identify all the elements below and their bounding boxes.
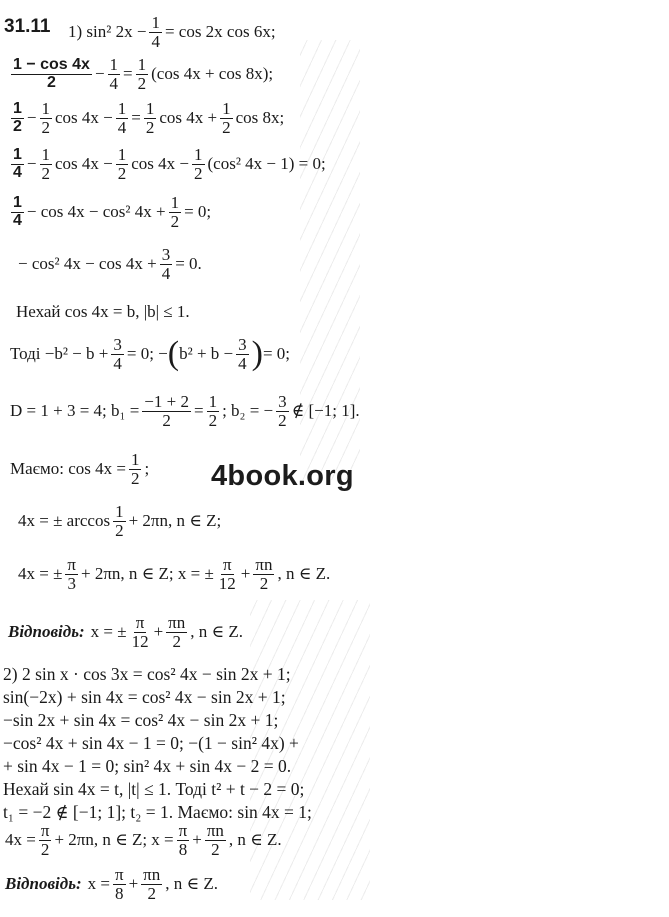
numerator: 1 — [117, 99, 127, 118]
denominator: 2 — [145, 117, 155, 137]
denominator: 4 — [13, 163, 22, 181]
text: ∉ [−1; 1]. — [291, 401, 360, 421]
numerator: 1 — [117, 145, 127, 164]
text: − — [94, 64, 105, 84]
numerator: πn — [168, 613, 186, 632]
numerator: 1 − cos 4x — [13, 56, 90, 74]
fraction — [192, 146, 205, 183]
denominator: 2 — [208, 410, 218, 430]
p2-line-7: t₁ = −2 ∉ [−1; 1]; t₂ = 1. Маємо: sin 4x = 1; — [3, 802, 312, 822]
text: , n ∈ Z. — [228, 830, 282, 850]
numerator: π — [67, 555, 77, 574]
denominator: 8 — [178, 839, 188, 859]
text: = — [193, 401, 204, 421]
p2-line-1: 2) 2 sin x · cos 3x = cos² 4x − sin 2x + 1; — [3, 664, 291, 684]
text: + 2πn, n ∈ Z; — [128, 511, 222, 531]
denominator: 4 — [117, 117, 127, 137]
fraction — [217, 556, 238, 593]
fraction — [113, 866, 126, 903]
numerator: 1 — [130, 450, 140, 469]
p1-line-5 — [8, 194, 211, 231]
denominator: 2 — [47, 73, 56, 91]
fraction — [149, 14, 162, 51]
p2-answer — [5, 866, 218, 903]
denominator: 3 — [67, 573, 76, 593]
fraction — [65, 556, 78, 593]
p1-line-6 — [18, 246, 202, 283]
denominator: 2 — [41, 117, 50, 137]
numerator: 1 — [208, 392, 218, 411]
fraction — [220, 100, 233, 137]
denominator: 2 — [13, 117, 22, 135]
fraction — [160, 246, 173, 283]
denominator: 2 — [147, 883, 156, 903]
denominator: 8 — [115, 883, 124, 903]
denominator: 12 — [218, 573, 236, 593]
denominator: 2 — [41, 163, 50, 183]
fraction — [116, 146, 129, 183]
text: x = ± — [90, 622, 127, 642]
text: cos 4x − — [55, 108, 113, 128]
text: = cos 2x cos 6x; — [164, 22, 276, 42]
p2-line-6: Нехай sin 4x = t, |t| ≤ 1. Тоді t² + t − 2 = 0; — [3, 779, 305, 799]
fraction — [276, 393, 289, 430]
fraction — [205, 822, 226, 859]
text: b² + b − — [179, 344, 234, 364]
denominator: 2 — [259, 573, 269, 593]
denominator: 2 — [162, 410, 171, 430]
text: − cos 4x − cos² 4x + — [26, 202, 166, 222]
fraction — [169, 194, 182, 231]
fraction — [207, 393, 220, 430]
denominator: 2 — [170, 211, 180, 231]
text: = 0; — [184, 202, 212, 222]
text: cos 4x − — [131, 154, 189, 174]
text: = 0; — [262, 344, 291, 364]
numerator: 1 — [137, 55, 147, 74]
text: , n ∈ Z. — [277, 564, 331, 584]
denominator: 4 — [238, 353, 247, 373]
fraction — [144, 100, 157, 137]
numerator: 1 — [41, 145, 50, 164]
numerator: πn — [206, 821, 224, 840]
numerator: 3 — [278, 392, 287, 411]
text: x = — [87, 874, 110, 894]
fraction — [130, 614, 151, 651]
text: + 2πn, n ∈ Z; x = ± — [81, 564, 214, 584]
p2-line-2: sin(−2x) + sin 4x = cos² 4x − sin 2x + 1; — [3, 687, 286, 707]
numerator: −1 + 2 — [144, 392, 189, 411]
text: − — [26, 108, 37, 128]
denominator: 2 — [117, 163, 127, 183]
p2-line-3: −sin 2x + sin 4x = cos² 4x − sin 2x + 1; — [3, 710, 279, 730]
fraction — [129, 451, 142, 488]
numerator: 1 — [13, 194, 22, 212]
p2-line-4: −cos² 4x + sin 4x − 1 = 0; −(1 − sin² 4x) + — [3, 733, 299, 753]
denominator: 12 — [131, 631, 149, 651]
fraction — [40, 100, 53, 137]
fraction — [11, 195, 24, 230]
fraction — [141, 866, 162, 903]
denominator: 2 — [211, 839, 220, 859]
denominator: 2 — [222, 117, 231, 137]
denominator: 2 — [172, 631, 181, 651]
p1-line-7 — [16, 302, 190, 322]
numerator: π — [114, 865, 124, 884]
text: 4x = — [5, 830, 36, 850]
fraction — [11, 147, 24, 182]
denominator: 4 — [113, 353, 122, 373]
text: + 2πn, n ∈ Z; x = — [54, 830, 174, 850]
text: , n ∈ Z. — [190, 622, 243, 642]
numerator: 1 — [41, 99, 50, 118]
p1-line-11 — [18, 503, 221, 540]
text: cos 4x + — [159, 108, 218, 128]
watermark-text: 4book.org — [211, 460, 354, 492]
denominator: 2 — [130, 468, 140, 488]
numerator: πn — [143, 865, 161, 884]
numerator: 3 — [161, 245, 171, 264]
fraction — [177, 822, 190, 859]
p1-line-10 — [10, 451, 149, 488]
text: 1) sin² 2x − — [68, 22, 147, 42]
text: = — [123, 64, 133, 84]
text: = — [131, 108, 141, 128]
p1-line-1 — [68, 14, 276, 51]
p1-line-12 — [18, 556, 330, 593]
p1-line-4 — [8, 146, 326, 183]
p2-line-5: + sin 4x − 1 = 0; sin² 4x + sin 4x − 2 = 0. — [3, 756, 292, 776]
p1-line-3 — [8, 100, 284, 137]
numerator: πn — [255, 555, 273, 574]
text: − — [26, 154, 37, 174]
p1-line-8 — [10, 336, 290, 373]
answer-label: Відповідь: — [5, 874, 82, 894]
numerator: π — [135, 613, 145, 632]
fraction — [11, 101, 24, 136]
text: + — [192, 830, 202, 850]
fraction — [166, 614, 187, 651]
denominator: 4 — [151, 31, 160, 51]
p1-answer — [8, 614, 243, 651]
denominator: 4 — [161, 263, 171, 283]
problem-number: 31.11 — [4, 16, 51, 37]
text: cos 4x − — [55, 154, 113, 174]
numerator: 1 — [13, 146, 22, 164]
answer-label: Відповідь: — [8, 622, 85, 642]
p1-line-9 — [10, 393, 360, 430]
fraction — [113, 503, 126, 540]
text: ; — [144, 459, 150, 479]
fraction — [40, 146, 53, 183]
denominator: 2 — [115, 520, 124, 540]
numerator: 3 — [113, 335, 122, 354]
fraction — [108, 56, 121, 93]
text: D = 1 + 3 = 4; b₁ = — [10, 401, 140, 421]
text: 4x = ± — [18, 564, 63, 584]
numerator: 1 — [109, 55, 119, 74]
text: = 0; − — [126, 344, 168, 364]
text: − cos² 4x − cos 4x + — [18, 254, 157, 274]
text: = 0. — [175, 254, 202, 274]
denominator: 2 — [137, 73, 147, 93]
fraction — [11, 57, 92, 92]
numerator: 1 — [115, 502, 124, 521]
text: Тоді −b² − b + — [10, 344, 109, 364]
fraction — [142, 393, 191, 430]
paren: ) — [251, 335, 263, 373]
p2-line-8 — [5, 822, 282, 859]
fraction — [136, 56, 149, 93]
text: + — [128, 874, 139, 894]
text: , n ∈ Z. — [165, 874, 218, 894]
text: (cos² 4x − 1) = 0; — [207, 154, 326, 174]
denominator: 2 — [278, 410, 287, 430]
numerator: 1 — [151, 13, 160, 32]
text: + — [153, 622, 164, 642]
p1-line-2 — [8, 56, 273, 93]
numerator: π — [178, 821, 188, 840]
text: + — [240, 564, 251, 584]
fraction — [39, 822, 52, 859]
denominator: 4 — [109, 73, 119, 93]
fraction — [253, 556, 274, 593]
text: Маємо: cos 4x = — [10, 459, 126, 479]
text: 4x = ± arccos — [18, 511, 111, 531]
text: ; b₂ = − — [222, 401, 274, 421]
fraction — [116, 100, 129, 137]
numerator: 1 — [170, 193, 180, 212]
numerator: 1 — [222, 99, 231, 118]
numerator: π — [223, 555, 232, 574]
denominator: 2 — [194, 163, 203, 183]
numerator: π — [40, 821, 50, 840]
denominator: 4 — [13, 211, 22, 229]
fraction — [111, 336, 124, 373]
fraction — [236, 336, 249, 373]
text: (cos 4x + cos 8x); — [151, 64, 274, 84]
denominator: 2 — [40, 839, 50, 859]
numerator: 1 — [13, 100, 22, 118]
numerator: 1 — [194, 145, 203, 164]
text: Нехай cos 4x = b, |b| ≤ 1. — [16, 302, 190, 321]
numerator: 3 — [238, 335, 247, 354]
paren: ( — [167, 335, 180, 373]
text: cos 8x; — [235, 108, 285, 128]
numerator: 1 — [145, 99, 155, 118]
